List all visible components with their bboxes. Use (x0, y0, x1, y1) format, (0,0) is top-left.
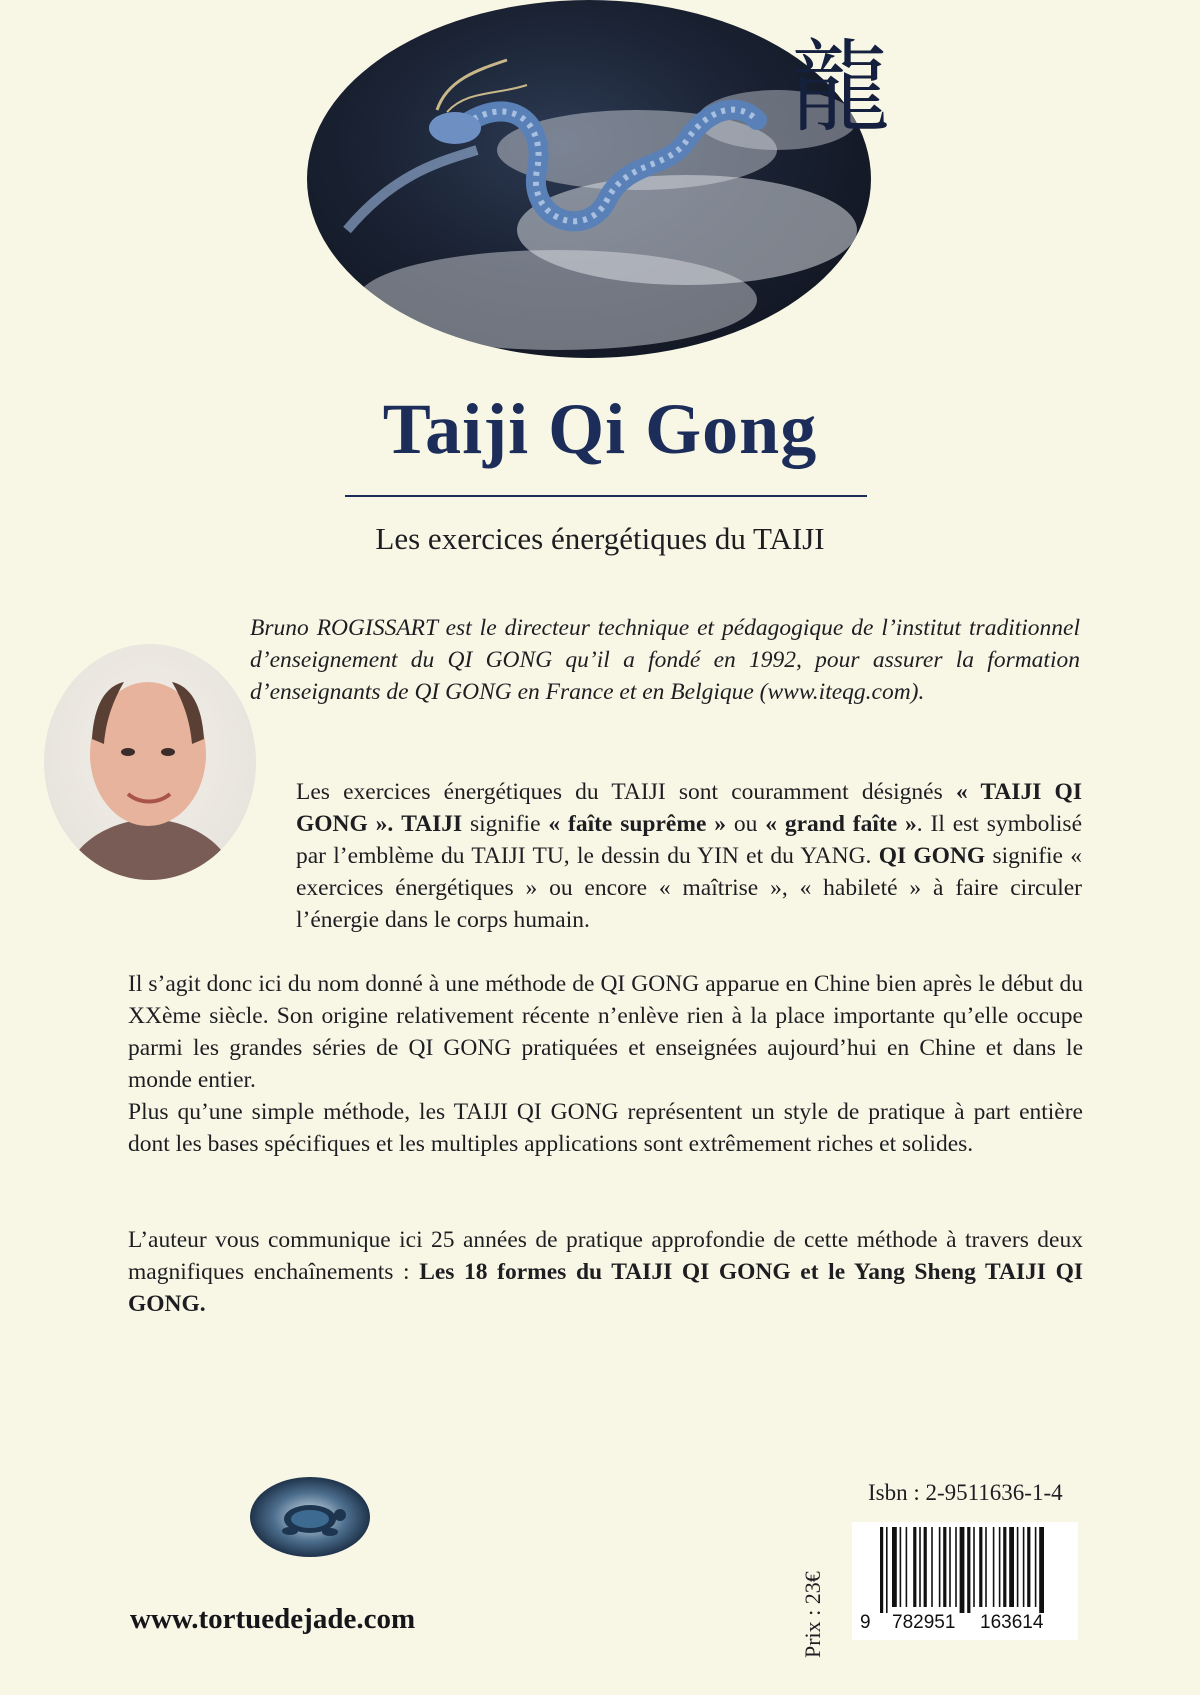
barcode-bar (1003, 1527, 1006, 1607)
barcode-bar (1017, 1527, 1019, 1607)
isbn-label: Isbn : 2-9511636-1-4 (868, 1480, 1063, 1505)
barcode-bar (943, 1527, 946, 1607)
barcode-bar (1027, 1527, 1030, 1607)
author-bio: Bruno ROGISSART est le directeur technique et pédagogique de l’institut traditionnel d’enseignement du QI GONG qu’il a fondé en 1992, pour assurer la formation d’enseignants de QI GONG en France et en Belgique (www.iteqg.com). (250, 615, 1080, 705)
turtle-logo-icon (248, 1475, 372, 1559)
text-span (393, 811, 401, 837)
text-span: . Il est symbolisé par l’emblème du TAIJI TU, le dessin du YIN et du YANG. (296, 811, 1083, 869)
paragraph-line: Plus qu’une simple méthode, les TAIJI QI GONG représentent un style de pratique à part entière dont les bases spécifiques et les multiples applications sont extrêmement riches et solides. (128, 1099, 1083, 1157)
text-span: ou (726, 811, 766, 837)
barcode-bar (906, 1527, 908, 1607)
dragon-illustration (307, 0, 871, 358)
barcode-bar (913, 1527, 916, 1607)
barcode-bar (924, 1527, 927, 1607)
barcode-bar (886, 1527, 888, 1613)
paragraph-line: Il s’agit donc ici du nom donné à une méthode de QI GONG apparue en Chine bien après le début du XXème siècle. Son origine relativement récente n’enlève rien à la place importante qu’elle occupe parmi les grandes séries de QI GONG pratiquées et enseignées aujourd’hui en Chine et dans le monde entier. (128, 971, 1083, 1093)
barcode-bar (919, 1527, 921, 1607)
barcode-digits-left: 782951 (892, 1612, 956, 1633)
barcode-digits-right: 163614 (980, 1612, 1044, 1633)
bold-span: Les 18 formes du TAIJI QI GONG et le Yang Sheng TAIJI QI GONG. (128, 1259, 1083, 1317)
barcode-bar (1035, 1527, 1037, 1607)
text-span: signifie « exercices énergétiques » ou encore « maîtrise », « habileté » à faire circuler l’énergie dans le corps humain. (296, 843, 1083, 933)
price-label: Prix : 23€ (800, 1571, 825, 1658)
paragraph-author-experience (128, 1224, 1083, 1320)
text-span: L’auteur vous communique ici 25 années de pratique approfondie de cette méthode à travers deux magnifiques enchaînements : (128, 1227, 1083, 1285)
dragon-calligraphy: 龍 (790, 29, 890, 146)
barcode-bar (999, 1527, 1001, 1607)
barcode-bar (900, 1527, 902, 1607)
paragraph-method-origin (128, 968, 1083, 1160)
barcode-bar (880, 1527, 883, 1613)
barcode-bar (1039, 1527, 1044, 1613)
publisher-website: www.tortuedejade.com (130, 1603, 416, 1635)
book-subtitle: Les exercices énergétiques du TAIJI (375, 521, 825, 556)
barcode-bar (892, 1527, 897, 1607)
barcode-bar (1023, 1527, 1025, 1607)
title-divider (345, 495, 867, 497)
barcode-digit-prefix: 9 (860, 1612, 871, 1633)
barcode-bars (880, 1527, 1076, 1613)
bold-span: TAIJI (401, 811, 463, 837)
barcode-bar (993, 1527, 995, 1607)
barcode-bar (960, 1527, 965, 1613)
barcode-number (852, 1612, 1078, 1636)
barcode-bar (1009, 1527, 1014, 1607)
barcode-bar (985, 1527, 987, 1607)
barcode-bar (939, 1527, 941, 1607)
book-title: Taiji Qi Gong (382, 389, 818, 469)
text-span: signifie (462, 811, 549, 837)
bold-span: « grand faîte » (765, 811, 917, 837)
barcode-bar (979, 1527, 982, 1607)
barcode-bar (973, 1527, 975, 1607)
author-photo (44, 644, 256, 880)
bold-span: QI GONG (878, 843, 986, 869)
text-span: Les exercices énergétiques du TAIJI sont couramment désignés (296, 779, 956, 805)
bold-span: « TAIJI QI GONG ». (296, 779, 1082, 837)
barcode-bar (967, 1527, 970, 1613)
paragraph-taiji-definition (296, 776, 1082, 936)
barcode-bar (955, 1527, 957, 1607)
barcode-bar (931, 1527, 933, 1607)
bold-span: « faîte suprême » (548, 811, 726, 837)
barcode-bar (949, 1527, 951, 1607)
